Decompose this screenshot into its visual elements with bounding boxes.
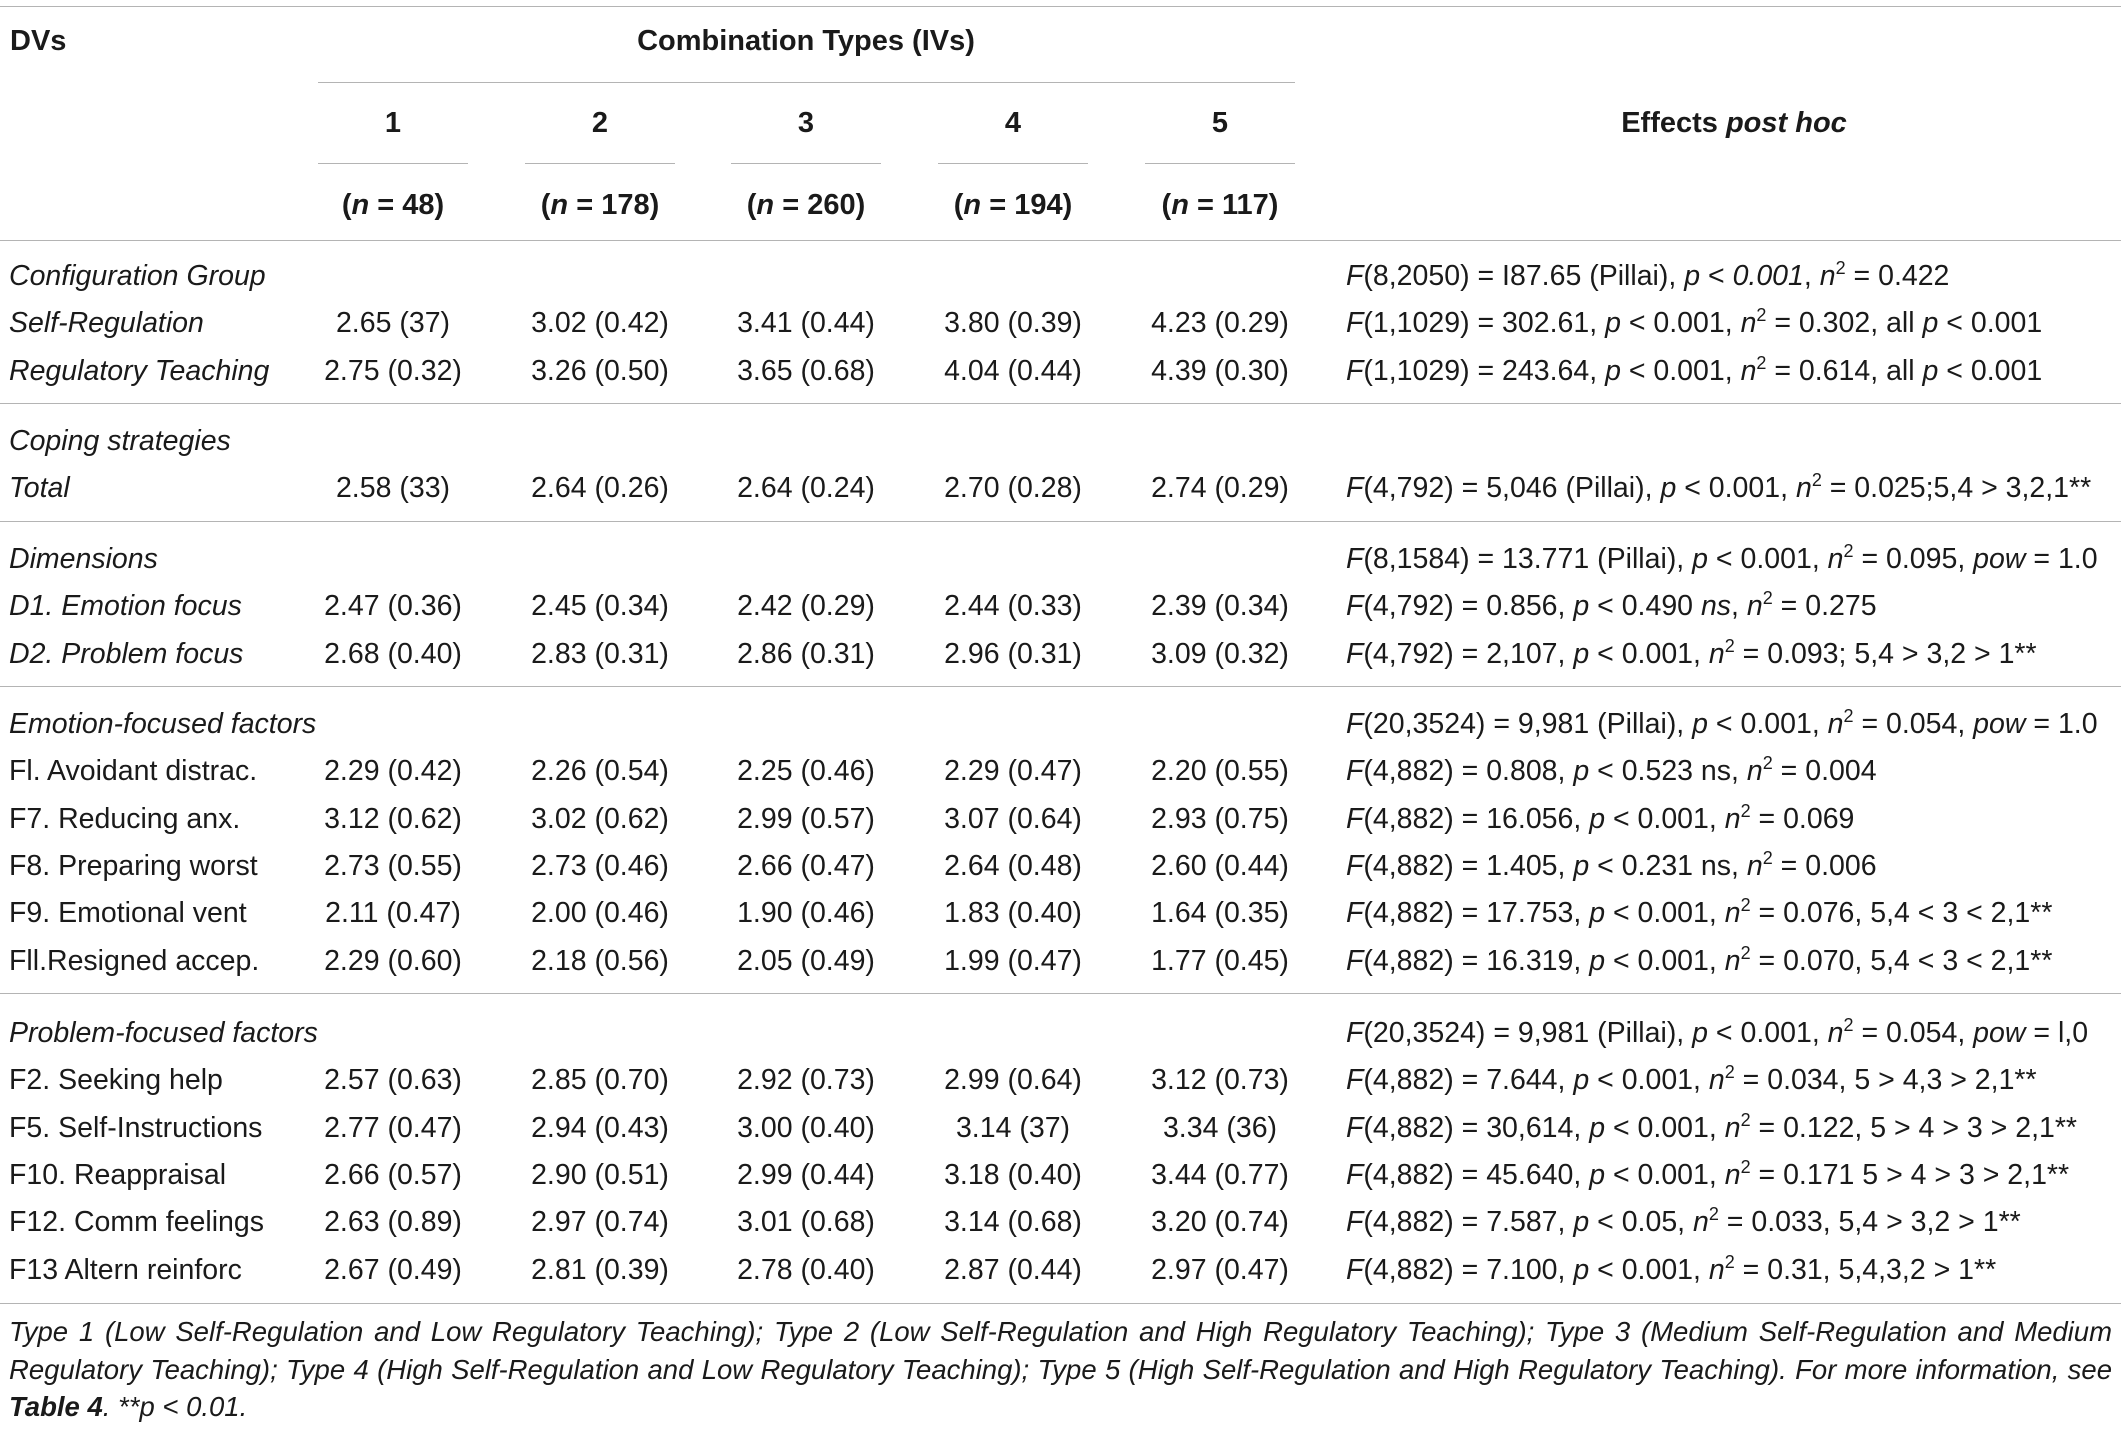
cell-type-2: 2.90 (0.51): [531, 1158, 669, 1191]
cell-type-1: 2.47 (0.36): [324, 590, 462, 623]
row-effect: F(4,882) = 17.753, p < 0.001, $n^2 = 0.076$, 5,4 < 3 < 2,1**: [1346, 895, 2053, 930]
cell-type-1: 2.65 (37): [335, 307, 451, 340]
cell-type-1: 2.29 (0.60): [324, 944, 462, 977]
cell-type-3: 2.05 (0.49): [737, 944, 875, 977]
type-2-number: 2: [591, 107, 609, 139]
row-label: F2. Seeking help: [9, 1064, 223, 1097]
dvs-header: DVs: [10, 25, 67, 57]
section-title: Coping strategies: [9, 425, 231, 457]
cell-type-4: 2.70 (0.28): [944, 472, 1082, 505]
section-title: Problem-focused factors: [9, 1017, 318, 1049]
type-3-count: (n = 260): [746, 189, 866, 221]
cell-type-3: 2.78 (0.40): [737, 1253, 875, 1286]
cell-type-4: 1.83 (0.40): [944, 897, 1082, 930]
row-effect: F(4,882) = 7.100, p < 0.001, $n^2 = 0.31$, 5,4,3,2 > 1**: [1346, 1251, 1997, 1286]
cell-type-3: 1.90 (0.46): [737, 897, 875, 930]
cell-type-1: 2.11 (0.47): [325, 897, 461, 930]
cell-type-1: 2.67 (0.49): [324, 1253, 462, 1286]
type-3-number: 3: [797, 107, 815, 139]
footnote-tail: . **p < 0.01.: [102, 1391, 248, 1422]
cell-type-5: 3.34 (36): [1162, 1111, 1278, 1144]
row-effect: F(4,882) = 7.644, p < 0.001, $n^2 = 0.034$, 5 > 4,3 > 2,1**: [1346, 1062, 2037, 1097]
section-title: Emotion-focused factors: [9, 708, 317, 740]
cell-type-5: 2.60 (0.44): [1151, 849, 1289, 882]
row-effect: F(4,882) = 16.319, p < 0.001, $n^2 = 0.070$, 5,4 < 3 < 2,1**: [1346, 942, 2053, 977]
cell-type-5: 3.09 (0.32): [1151, 637, 1289, 670]
row-label: F13 Altern reinforc: [9, 1253, 242, 1286]
cell-type-2: 2.45 (0.34): [531, 590, 669, 623]
row-label: Fl. Avoidant distrac.: [9, 755, 258, 788]
row-label: F5. Self-Instructions: [9, 1111, 263, 1144]
cell-type-5: 4.23 (0.29): [1151, 307, 1289, 340]
cell-type-3: 2.86 (0.31): [737, 637, 875, 670]
cell-type-2: 2.85 (0.70): [531, 1064, 669, 1097]
cell-type-1: 2.66 (0.57): [324, 1158, 462, 1191]
row-label: Self-Regulation: [9, 307, 204, 340]
type-4-number: 4: [1004, 107, 1022, 139]
cell-type-4: 3.18 (0.40): [944, 1158, 1082, 1191]
row-effect: F(1,1029) = 243.64, p < 0.001, $n^2 = 0.614$, all p < 0.001: [1346, 352, 2043, 387]
table-footnote: [9, 1313, 2112, 1426]
cell-type-1: 2.63 (0.89): [324, 1206, 462, 1239]
cell-type-4: 3.07 (0.64): [944, 802, 1082, 835]
cell-type-3: 2.25 (0.46): [737, 755, 875, 788]
cell-type-4: 3.14 (0.68): [944, 1206, 1082, 1239]
row-label: Regulatory Teaching: [9, 354, 270, 387]
cell-type-2: 2.18 (0.56): [531, 944, 669, 977]
cell-type-2: 2.00 (0.46): [531, 897, 669, 930]
row-label: F9. Emotional vent: [9, 897, 247, 930]
section-effect: F(20,3524) = 9,981 (Pillai), p < 0.001, $n^2 = 0.054$, pow = 1.0: [1346, 706, 2098, 740]
row-effect: F(4,882) = 16.056, p < 0.001, $n^2 = 0.069$: [1346, 800, 1855, 835]
cell-type-1: 2.75 (0.32): [324, 354, 462, 387]
section-title: Dimensions: [9, 543, 158, 575]
cell-type-5: 1.77 (0.45): [1151, 944, 1289, 977]
cell-type-5: 1.64 (0.35): [1151, 897, 1289, 930]
cell-type-2: 2.73 (0.46): [531, 849, 669, 882]
row-effect: F(4,792) = 0.856, p < 0.490 ns, $n^2 = 0.275$: [1346, 588, 1877, 623]
section-title: Configuration Group: [9, 260, 266, 292]
row-effect: F(4,882) = 7.587, p < 0.05, $n^2 = 0.033$, 5,4 > 3,2 > 1**: [1346, 1204, 2021, 1239]
section-rule: [0, 993, 2121, 994]
cell-type-3: 2.42 (0.29): [737, 590, 875, 623]
cell-type-2: 2.64 (0.26): [531, 472, 669, 505]
cell-type-1: 3.12 (0.62): [324, 802, 462, 835]
cell-type-3: 3.65 (0.68): [737, 354, 875, 387]
cell-type-5: 2.20 (0.55): [1151, 755, 1289, 788]
cell-type-5: 4.39 (0.30): [1151, 354, 1289, 387]
cell-type-4: 2.96 (0.31): [944, 637, 1082, 670]
cell-type-4: 2.44 (0.33): [944, 590, 1082, 623]
cell-type-4: 1.99 (0.47): [944, 944, 1082, 977]
row-effect: F(4,882) = 30,614, p < 0.001, $n^2 = 0.122$, 5 > 4 > 3 > 2,1**: [1346, 1109, 2078, 1144]
row-effect: F(4,792) = 5,046 (Pillai), p < 0.001, $n^2$ = 0.025;5,4 > 3,2,1**: [1346, 470, 2092, 505]
cell-type-3: 2.64 (0.24): [737, 472, 875, 505]
cell-type-1: 2.58 (33): [335, 472, 451, 505]
cell-type-2: 3.02 (0.62): [531, 802, 669, 835]
cell-type-4: 2.29 (0.47): [944, 755, 1082, 788]
cell-type-4: 2.64 (0.48): [944, 849, 1082, 882]
cell-type-5: 2.97 (0.47): [1151, 1253, 1289, 1286]
cell-type-2: 2.26 (0.54): [531, 755, 669, 788]
cell-type-5: 2.39 (0.34): [1151, 590, 1289, 623]
type-5-count: (n = 117): [1161, 189, 1279, 221]
type-5-rule: [1145, 163, 1295, 164]
cell-type-1: 2.77 (0.47): [324, 1111, 462, 1144]
row-label: Fll.Resigned accep.: [9, 944, 260, 977]
row-label: F8. Preparing worst: [9, 849, 258, 882]
cell-type-3: 2.66 (0.47): [737, 849, 875, 882]
type-1-rule: [318, 163, 468, 164]
row-label: F10. Reappraisal: [9, 1158, 227, 1191]
cell-type-4: 3.80 (0.39): [944, 307, 1082, 340]
type-2-rule: [525, 163, 675, 164]
cell-type-1: 2.68 (0.40): [324, 637, 462, 670]
row-label: D1. Emotion focus: [9, 590, 242, 623]
type-1-number: 1: [384, 107, 402, 139]
combination-types-rule: [318, 82, 1295, 83]
type-4-count: (n = 194): [953, 189, 1073, 221]
cell-type-1: 2.29 (0.42): [324, 755, 462, 788]
cell-type-5: 3.12 (0.73): [1151, 1064, 1289, 1097]
row-effect: F(4,882) = 45.640, p < 0.001, $n^2 = 0.171$ 5 > 4 > 3 > 2,1**: [1346, 1156, 2070, 1191]
row-label: D2. Problem focus: [9, 637, 244, 670]
cell-type-3: 3.00 (0.40): [737, 1111, 875, 1144]
type-4-rule: [938, 163, 1088, 164]
type-2-count: (n = 178): [540, 189, 660, 221]
cell-type-1: 2.57 (0.63): [324, 1064, 462, 1097]
cell-type-4: 2.87 (0.44): [944, 1253, 1082, 1286]
cell-type-2: 3.26 (0.50): [531, 354, 669, 387]
header-bottom-rule: [0, 240, 2121, 241]
type-3-rule: [731, 163, 881, 164]
combination-types-header: Combination Types (IVs): [637, 25, 975, 57]
effects-header: Effects post hoc: [1621, 107, 1847, 139]
cell-type-2: 3.02 (0.42): [531, 307, 669, 340]
cell-type-4: 4.04 (0.44): [944, 354, 1082, 387]
row-label: F12. Comm feelings: [9, 1206, 265, 1239]
row-label: Total: [9, 472, 70, 505]
footnote-text: Type 1 (Low Self-Regulation and Low Regulatory Teaching); Type 2 (Low Self-Regulation and High Regulatory Teaching); Type 3 (Medium Self-Regulation and Medium Regulatory Teaching); Type 4 (High Self-Regulation and Low Regulatory Teaching); Type 5 (High Self-Regulation and High Regulatory Teaching). For more information, see: [9, 1316, 2112, 1385]
cell-type-5: 2.74 (0.29): [1151, 472, 1289, 505]
row-effect: F(4,792) = 2,107, p < 0.001, $n^2 = 0.093$; 5,4 > 3,2 > 1**: [1346, 635, 2037, 670]
cell-type-2: 2.83 (0.31): [531, 637, 669, 670]
top-rule: [0, 6, 2121, 7]
section-effect: F(8,2050) = I87.65 (Pillai), p < 0.001, $n^2 = 0.422$: [1346, 258, 1950, 292]
section-effect: F(8,1584) = 13.771 (Pillai), p < 0.001, $n^2 = 0.095$, pow = 1.0: [1346, 541, 2098, 575]
cell-type-2: 2.97 (0.74): [531, 1206, 669, 1239]
cell-type-4: 3.14 (37): [955, 1111, 1071, 1144]
cell-type-4: 2.99 (0.64): [944, 1064, 1082, 1097]
cell-type-5: 2.93 (0.75): [1151, 802, 1289, 835]
footnote-table-ref: Table 4: [9, 1391, 103, 1422]
table-bottom-rule: [0, 1303, 2121, 1304]
section-rule: [0, 686, 2121, 687]
type-5-number: 5: [1211, 107, 1229, 139]
type-1-count: (n = 48): [341, 189, 445, 221]
row-effect: F(1,1029) = 302.61, p < 0.001, $n^2 = 0.302$, all p < 0.001: [1346, 305, 2043, 340]
cell-type-1: 2.73 (0.55): [324, 849, 462, 882]
row-effect: F(4,882) = 0.808, p < 0.523 ns, $n^2 = 0.004$: [1346, 753, 1877, 788]
cell-type-3: 3.41 (0.44): [737, 307, 875, 340]
section-rule: [0, 403, 2121, 404]
section-effect: F(20,3524) = 9,981 (Pillai), p < 0.001, $n^2 = 0.054$, pow = l,0: [1346, 1015, 2089, 1049]
cell-type-3: 2.92 (0.73): [737, 1064, 875, 1097]
cell-type-3: 2.99 (0.44): [737, 1158, 875, 1191]
cell-type-2: 2.81 (0.39): [531, 1253, 669, 1286]
cell-type-3: 2.99 (0.57): [737, 802, 875, 835]
cell-type-2: 2.94 (0.43): [531, 1111, 669, 1144]
cell-type-5: 3.44 (0.77): [1151, 1158, 1289, 1191]
cell-type-5: 3.20 (0.74): [1151, 1206, 1289, 1239]
cell-type-3: 3.01 (0.68): [737, 1206, 875, 1239]
row-label: F7. Reducing anx.: [9, 802, 241, 835]
row-effect: F(4,882) = 1.405, p < 0.231 ns, $n^2 = 0.006$: [1346, 847, 1877, 882]
section-rule: [0, 521, 2121, 522]
